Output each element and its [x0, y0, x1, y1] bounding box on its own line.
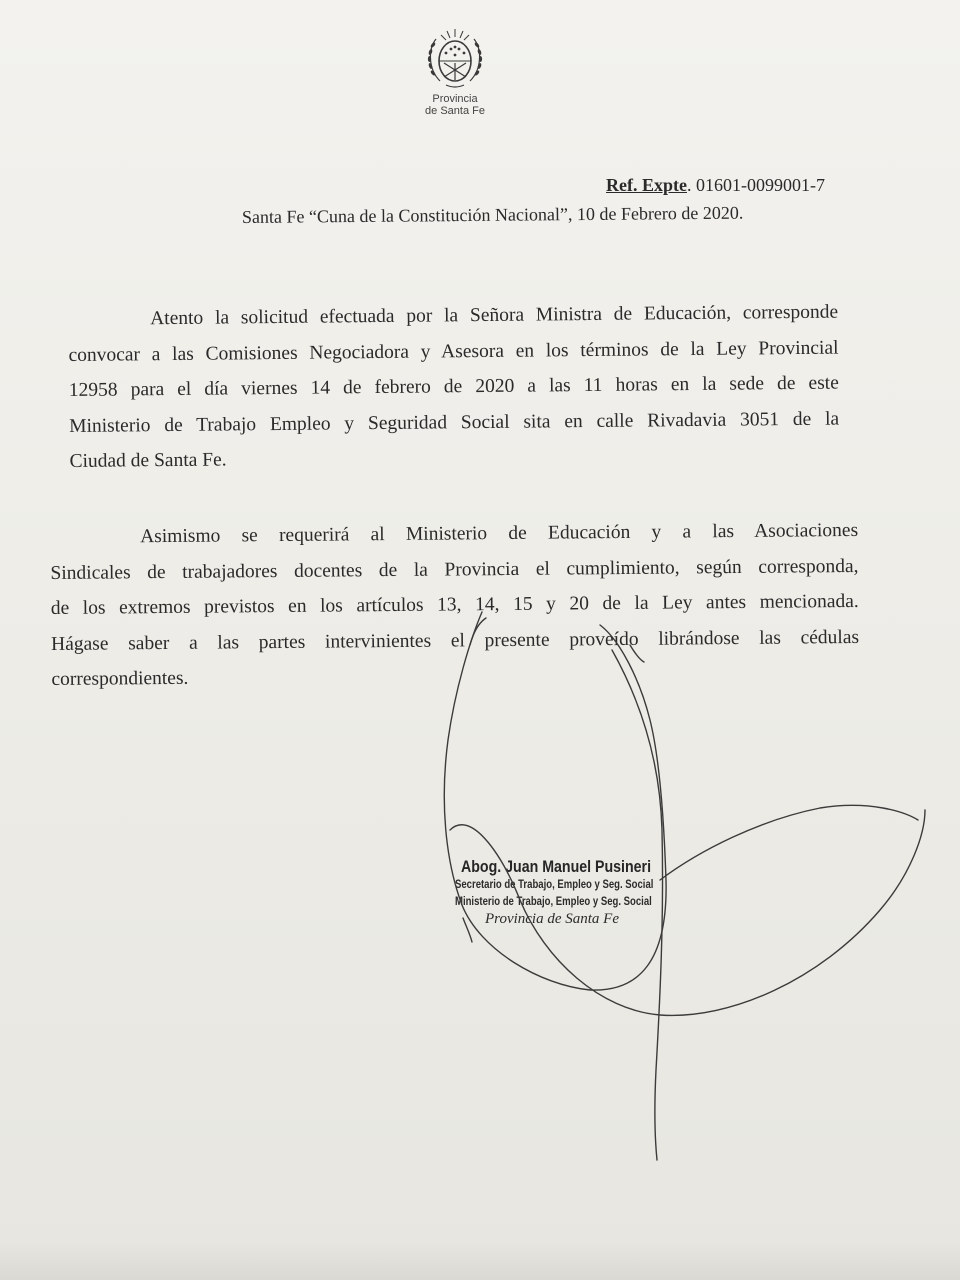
paragraph-line: Asimismo se requerirá al Ministerio de Educación y a las Asociaciones [140, 519, 859, 548]
paragraph-line: correspondientes. [51, 667, 189, 690]
santa-fe-coat-of-arms-icon [422, 25, 488, 93]
signer-province: Provincia de Santa Fe [485, 911, 619, 927]
page-shadow [0, 1240, 960, 1280]
paragraph-line: Ministerio de Trabajo Empleo y Seguridad Social sita en calle Rivadavia 3051 de la [69, 408, 840, 437]
paragraph-line: Ciudad de Santa Fe. [69, 449, 227, 472]
signature-stamp [455, 858, 675, 928]
paragraph-line: convocar a las Comisiones Negociadora y Asesora en los términos de la Ley Provincial [68, 337, 839, 366]
signer-title-ministry: Ministerio de Trabajo, Empleo y Seg. Social [455, 896, 652, 908]
paragraph-line: Sindicales de trabajadores docentes de la Provincia el cumplimiento, según corresponda, [50, 555, 859, 584]
paragraph-requirements [50, 513, 860, 698]
reference-label: Ref. Expte [606, 175, 687, 195]
letterhead-province-line1: Provincia [432, 93, 478, 105]
paragraph-line: Hágase saber a las partes intervinientes el presente proveído librándose las cédulas [50, 626, 860, 655]
date-line: Santa Fe “Cuna de la Constitución Nacional”, 10 de Febrero de 2020. [241, 202, 744, 227]
paragraph-line: Atento la solicitud efectuada por la Señora Ministra de Educación, corresponde [150, 301, 839, 330]
reference-line [606, 175, 825, 196]
reference-separator: . [687, 175, 692, 195]
paragraph-line: 12958 para el día viernes 14 de febrero de 2020 a las 11 horas en la sede de este [68, 372, 839, 401]
paragraph-convocation [68, 295, 840, 480]
signer-name: Abog. Juan Manuel Pusineri [461, 858, 652, 876]
reference-number: 01601-0099001-7 [691, 175, 825, 195]
paragraph-line: de los extremos previstos en los artículos 13, 14, 15 y 20 de la Ley antes mencionada. [50, 590, 859, 619]
letterhead-province-line2: de Santa Fe [425, 105, 485, 117]
letterhead [405, 25, 505, 117]
signer-title-secretary: Secretario de Trabajo, Empleo y Seg. Social [455, 879, 654, 891]
